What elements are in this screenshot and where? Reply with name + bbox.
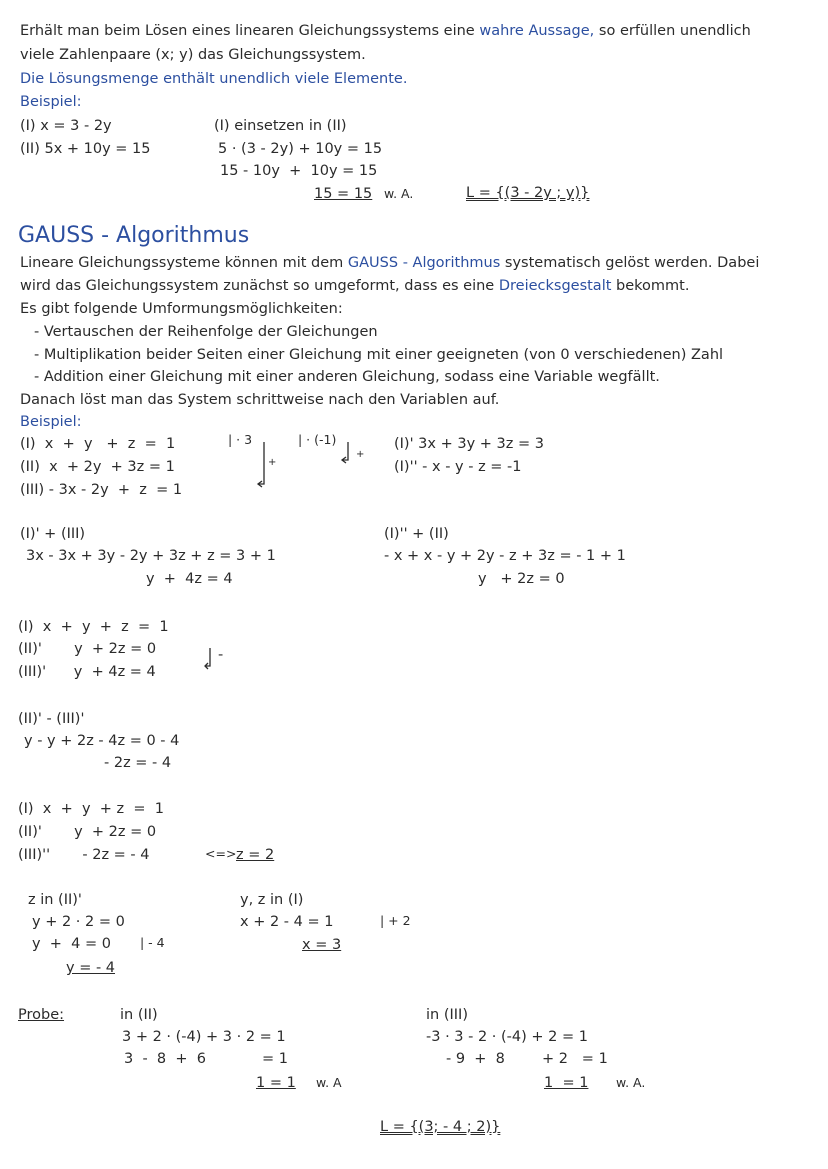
substitution-step-3: 15 = 15	[314, 186, 373, 202]
step2-right-line-2: y + 2z = 0	[478, 571, 565, 587]
step2-left-line-2: y + 4z = 4	[146, 571, 233, 587]
op-minus-4: | - 4	[140, 935, 165, 950]
check2-true-statement: w. A.	[616, 1075, 646, 1090]
substitution-step-1: 5 · (3 - 2y) + 10y = 15	[218, 141, 383, 157]
gauss-para-line-2	[20, 279, 689, 294]
check2-line-1: -3 · 3 - 2 · (-4) + 2 = 1	[426, 1029, 588, 1045]
check1-result: 1 = 1	[256, 1075, 296, 1091]
system5-eq-2: (II)' y + 2z = 0	[18, 824, 157, 840]
subtract-arrow	[200, 646, 230, 676]
option-1: - Vertauschen der Reihenfolge der Gleichungen	[34, 324, 378, 340]
op-minus: -	[218, 647, 224, 663]
para-text: wird das Gleichungssystem zunächst so umgeformt, dass es eine	[20, 278, 495, 294]
y-solution: y = - 4	[66, 960, 116, 976]
system1-eq-3: (III) - 3x - 2y + z = 1	[20, 482, 183, 498]
op-plus-2: +	[356, 449, 365, 460]
gauss-term: GAUSS - Algorithmus	[347, 255, 501, 271]
check1-title: in (II)	[120, 1007, 158, 1023]
equivalence-arrow: <=>	[205, 846, 237, 861]
para-text: bekommt.	[616, 278, 690, 294]
back2-title: y, z in (I)	[240, 892, 304, 908]
back1-line-2: y + 4 = 0	[32, 936, 111, 952]
system1-result-1: (I)' 3x + 3y + 3z = 3	[394, 436, 544, 452]
system3-eq-3: (III)' y + 4z = 4	[18, 664, 156, 680]
system5-eq-3: (III)'' - 2z = - 4	[18, 847, 150, 863]
example-eq-2: (II) 5x + 10y = 15	[20, 141, 151, 157]
step4-title: (II)' - (III)'	[18, 711, 85, 727]
example-label: Beispiel:	[20, 94, 82, 110]
system1-eq-1: (I) x + y + z = 1	[20, 436, 176, 452]
example-eq-1: (I) x = 3 - 2y	[20, 118, 112, 134]
step2-right-line-1: - x + x - y + 2y - z + 3z = - 1 + 1	[384, 548, 626, 564]
step2-right-title: (I)'' + (II)	[384, 526, 449, 542]
gauss-para-line-1	[20, 256, 759, 271]
step4-line-2: - 2z = - 4	[104, 755, 172, 771]
x-solution: x = 3	[302, 937, 342, 953]
check-label: Probe:	[18, 1007, 65, 1023]
system1-eq-2: (II) x + 2y + 3z = 1	[20, 459, 175, 475]
op-plus-2-note: | + 2	[380, 913, 411, 928]
intro-text: Erhält man beim Lösen eines linearen Gleichungssystems eine	[20, 23, 475, 39]
intro-line-3: Die Lösungsmenge enthält unendlich viele Elemente.	[20, 71, 408, 87]
check2-result: 1 = 1	[544, 1075, 589, 1091]
combination-arrows	[250, 440, 370, 490]
gauss-para-line-3: Es gibt folgende Umformungsmöglichkeiten:	[20, 301, 343, 317]
check1-line-2: 3 - 8 + 6	[124, 1051, 206, 1067]
substitution-step-2: 15 - 10y + 10y = 15	[220, 163, 378, 179]
option-2: - Multiplikation beider Seiten einer Gleichung mit einer geeigneten (von 0 verschiedenen) Zahl	[34, 347, 724, 363]
true-statement-abbr: w. A.	[384, 186, 414, 201]
step4-line-1: y - y + 2z - 4z = 0 - 4	[24, 733, 180, 749]
system5-eq-1: (I) x + y + z = 1	[18, 801, 164, 817]
step2-left-line-1: 3x - 3x + 3y - 2y + 3z + z = 3 + 1	[26, 548, 276, 564]
gauss-para-line-4: Danach löst man das System schrittweise nach den Variablen auf.	[20, 392, 500, 408]
back1-title: z in (II)'	[28, 892, 82, 908]
option-3: - Addition einer Gleichung mit einer anderen Gleichung, sodass eine Variable wegfällt.	[34, 369, 660, 385]
check1-line-1: 3 + 2 · (-4) + 3 · 2 = 1	[122, 1029, 286, 1045]
triangle-form-term: Dreiecksgestalt	[498, 278, 612, 294]
para-text: Lineare Gleichungssysteme können mit dem	[20, 255, 344, 271]
check2-line-2b: + 2 = 1	[542, 1051, 608, 1067]
check2-title: in (III)	[426, 1007, 468, 1023]
check1-line-2b: = 1	[262, 1051, 288, 1067]
op-plus-1: +	[268, 457, 277, 468]
intro-text: so erfüllen unendlich	[598, 23, 751, 39]
check2-line-2a: - 9 + 8	[446, 1051, 505, 1067]
z-solution: z = 2	[236, 847, 275, 863]
example-label-2: Beispiel:	[20, 414, 82, 430]
back2-line-1: x + 2 - 4 = 1	[240, 914, 334, 930]
section-heading: GAUSS - Algorithmus	[18, 223, 250, 248]
system3-eq-2: (II)' y + 2z = 0	[18, 641, 157, 657]
final-solution-set: L = {(3; - 4 ; 2)}	[380, 1119, 501, 1135]
intro-line-2: viele Zahlenpaare (x; y) das Gleichungssystem.	[20, 47, 366, 63]
step2-left-title: (I)' + (III)	[20, 526, 86, 542]
substitution-title: (I) einsetzen in (II)	[214, 118, 347, 134]
back1-line-1: y + 2 · 2 = 0	[32, 914, 125, 930]
system1-result-2: (I)'' - x - y - z = -1	[394, 459, 522, 475]
solution-set: L = {(3 - 2y ; y)}	[466, 185, 590, 201]
check1-true-statement: w. A	[316, 1075, 342, 1090]
true-statement-term: wahre Aussage,	[479, 23, 595, 39]
op-multiply-neg1: | · (-1)	[298, 432, 337, 447]
op-multiply-3: | · 3	[228, 432, 253, 447]
intro-line-1	[20, 24, 751, 39]
system3-eq-1: (I) x + y + z = 1	[18, 619, 169, 635]
para-text: systematisch gelöst werden. Dabei	[504, 255, 760, 271]
arrow-1	[258, 442, 264, 484]
